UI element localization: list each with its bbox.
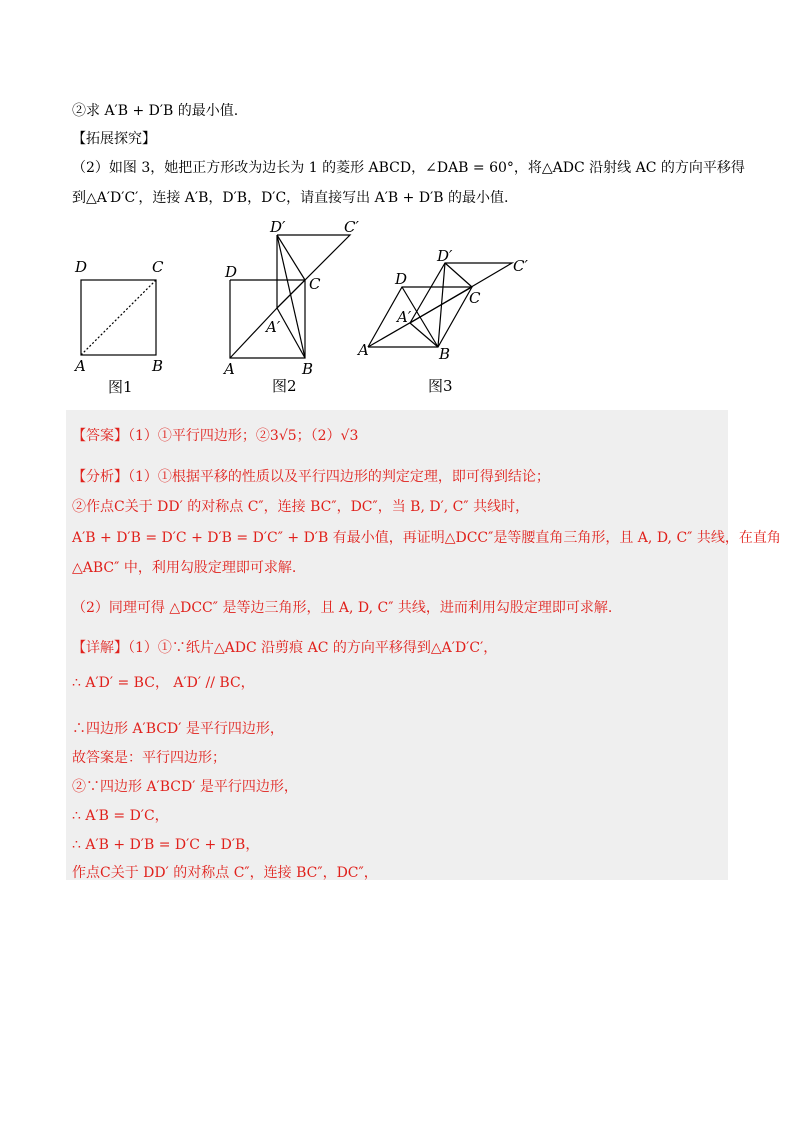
section-heading: 【拓展探究】: [72, 131, 156, 147]
analysis-text-1: （1）①根据平移的性质以及平行四边形的判定定理，即可得到结论；: [128, 469, 550, 485]
figure-2: [220, 215, 370, 395]
fig3-label-a: A: [358, 341, 369, 359]
answer-text: （1）①平行四边形；②3√5；（2）√3: [128, 428, 359, 444]
detail-line-8: 作点C关于 DD′ 的对称点 C″，连接 BC″，DC″，: [72, 865, 378, 881]
detail-line-3: ∴四边形 A′BCD′ 是平行四边形，: [72, 721, 284, 737]
fig1-label-a: A: [75, 357, 86, 375]
fig2-label-cp: C′: [344, 218, 359, 236]
fig1-label-c: C: [152, 258, 164, 276]
fig2-caption: 图2: [272, 377, 297, 395]
fig1-caption: 图1: [108, 378, 133, 396]
question-line-2: （2）如图 3，她把正方形改为边长为 1 的菱形 ABCD，∠DAB = 60°，将△ADC 沿射线 AC 的方向平移得: [72, 160, 745, 176]
fig2-label-c: C: [309, 275, 321, 293]
answer-line: [72, 425, 358, 445]
fig2-label-b: B: [302, 360, 314, 378]
answer-label: 【答案】: [72, 428, 128, 444]
fig3-label-d: D: [395, 270, 408, 288]
figure-2-diagram: [220, 215, 370, 395]
question-line-3: 到△A′D′C′，连接 A′B，D′B，D′C，请直接写出 A′B + D′B 的最小值.: [72, 190, 509, 206]
analysis-line-2: ②作点C关于 DD′ 的对称点 C″，连接 BC″，DC″，当 B, D′, C″ 共线时，: [72, 499, 530, 515]
detail-line-1: [72, 637, 497, 657]
fig2-label-ap: A′: [266, 318, 281, 336]
fig3-label-ap: A′: [397, 308, 412, 326]
fig3-label-b: B: [439, 345, 451, 363]
figure-3: [355, 245, 540, 395]
detail-line-6: ∴ A′B = D′C，: [72, 808, 169, 824]
analysis-line-4: △ABC″ 中，利用勾股定理即可求解.: [72, 560, 297, 576]
detail-line-7: ∴ A′B + D′B = D′C + D′B，: [72, 837, 260, 853]
fig3-caption: 图3: [428, 377, 453, 395]
analysis-line-3: A′B + D′B = D′C + D′B = D′C″ + D′B 有最小值，再证明△DCC″是等腰直角三角形，且 A, D, C″ 共线，在直角: [72, 530, 781, 546]
detail-label: 【详解】: [72, 640, 128, 656]
analysis-label: 【分析】: [72, 469, 128, 485]
figure-1: [70, 258, 170, 398]
fig2-label-a: A: [224, 360, 235, 378]
fig3-label-cp: C′: [513, 257, 528, 275]
fig3-label-dp: D′: [437, 247, 453, 265]
detail-text-1: （1）①∵纸片△ADC 沿剪痕 AC 的方向平移得到△A′D′C′，: [128, 640, 498, 656]
detail-line-5: ②∵四边形 A′BCD′ 是平行四边形，: [72, 779, 298, 795]
analysis-line-1: [72, 466, 550, 486]
fig2-label-dp: D′: [270, 218, 286, 236]
fig1-label-b: B: [152, 357, 164, 375]
question-line-1: ②求 A′B + D′B 的最小值.: [72, 103, 239, 119]
detail-line-4: 故答案是：平行四边形；: [72, 750, 226, 766]
fig1-label-d: D: [75, 258, 88, 276]
fig2-label-d: D: [225, 263, 238, 281]
fig3-label-c: C: [469, 289, 481, 307]
detail-line-2: ∴ A′D′ = BC， A′D′ // BC，: [72, 675, 255, 691]
analysis-line-5: （2）同理可得 △DCC″ 是等边三角形，且 A, D, C″ 共线，进而利用勾股定理即可求解.: [72, 600, 613, 616]
